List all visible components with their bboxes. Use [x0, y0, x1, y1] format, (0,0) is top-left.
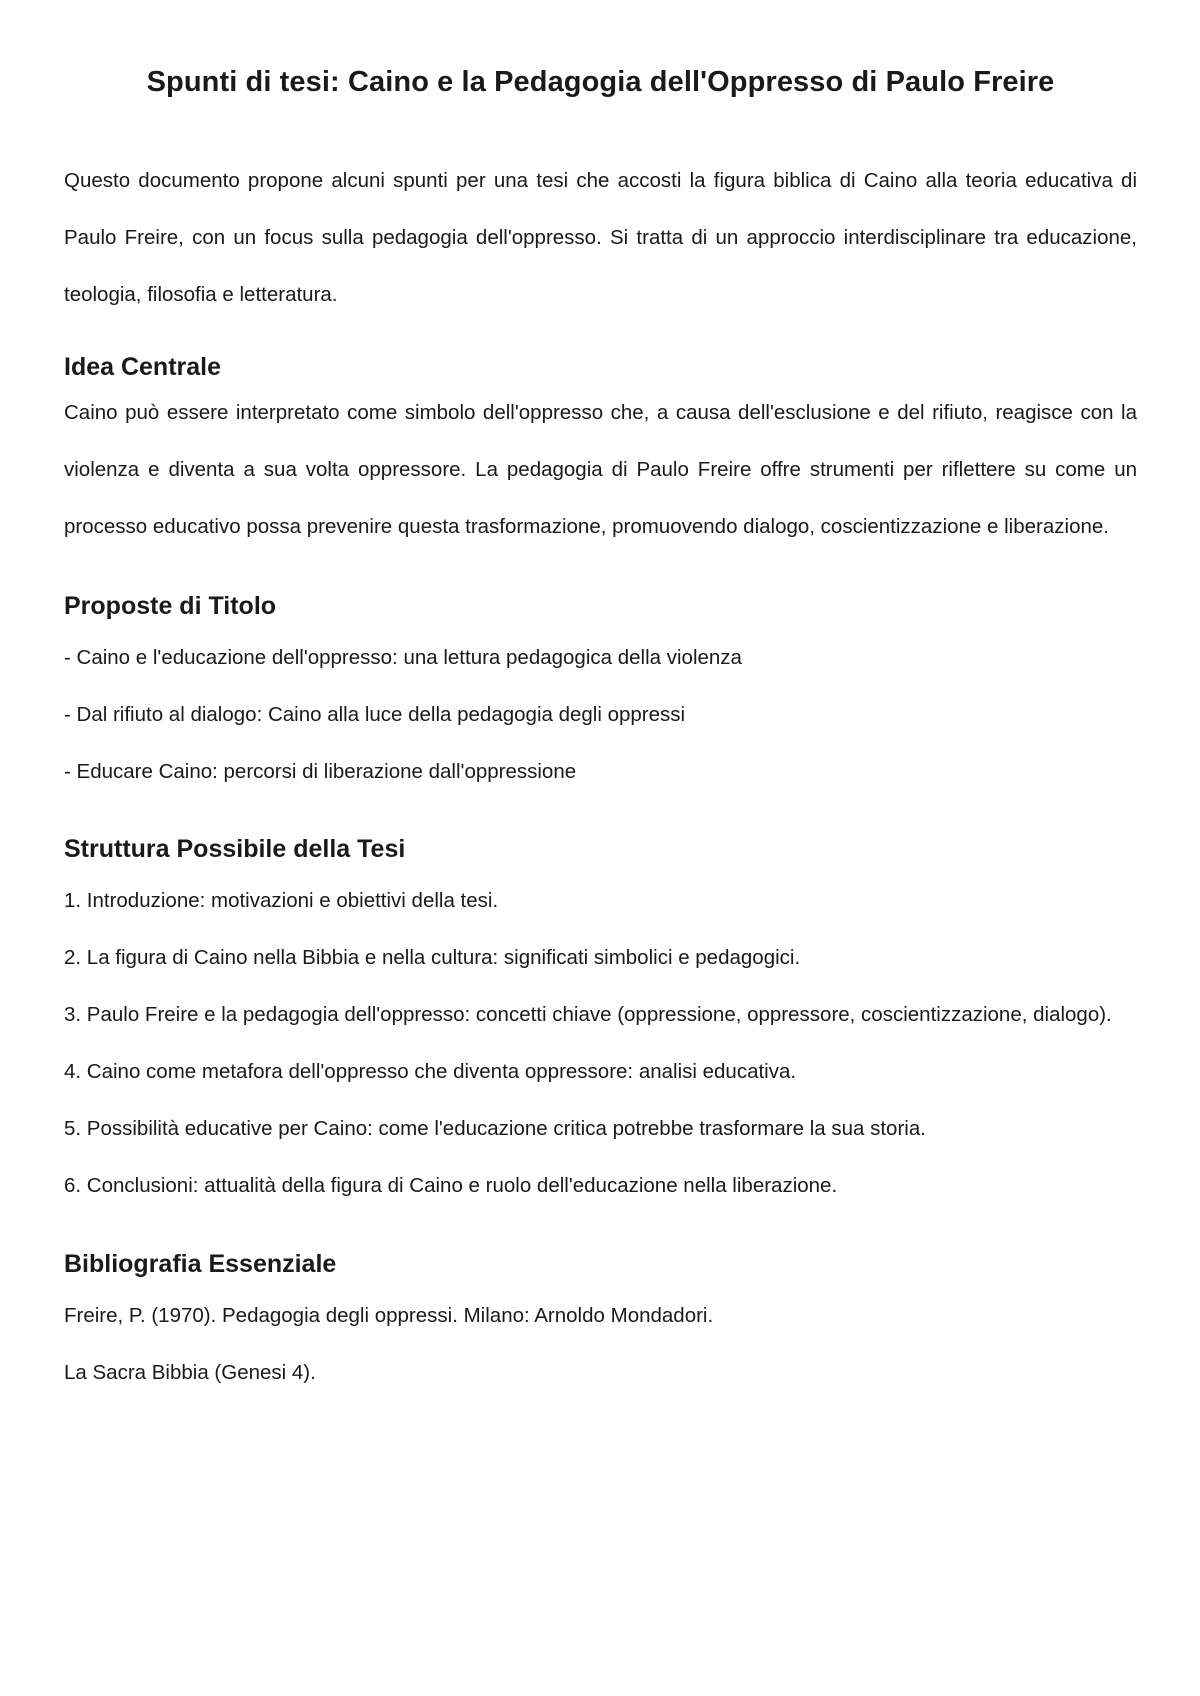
section-heading: Proposte di Titolo	[64, 592, 277, 620]
section-heading: Bibliografia Essenziale	[64, 1250, 337, 1278]
structure-list	[64, 872, 1137, 1214]
title-list	[64, 629, 1137, 800]
list-item: - Dal rifiuto al dialogo: Caino alla luce della pedagogia degli oppressi	[64, 703, 686, 726]
bibliography-list	[64, 1287, 1137, 1401]
list-item: 3. Paulo Freire e la pedagogia dell'oppresso: concetti chiave (oppressione, oppressore, coscientizzazione, dialogo).	[64, 1003, 1112, 1026]
list-item: 5. Possibilità educative per Caino: come l'educazione critica potrebbe trasformare la sua storia.	[64, 1117, 926, 1140]
list-item: 6. Conclusioni: attualità della figura di Caino e ruolo dell'educazione nella liberazione.	[64, 1174, 838, 1197]
bibliography-entry: La Sacra Bibbia (Genesi 4).	[64, 1361, 316, 1384]
section-heading: Struttura Possibile della Tesi	[64, 835, 406, 863]
list-item: - Caino e l'educazione dell'oppresso: una lettura pedagogica della violenza	[64, 646, 742, 669]
list-item: - Educare Caino: percorsi di liberazione dall'oppressione	[64, 760, 577, 783]
list-item: 2. La figura di Caino nella Bibbia e nella cultura: significati simbolici e pedagogici.	[64, 946, 801, 969]
section-bibliografia	[64, 1247, 1137, 1401]
bibliography-entry: Freire, P. (1970). Pedagogia degli oppressi. Milano: Arnoldo Mondadori.	[64, 1304, 714, 1327]
list-item: 1. Introduzione: motivazioni e obiettivi della tesi.	[64, 889, 499, 912]
intro-paragraph: Questo documento propone alcuni spunti per una tesi che accosti la figura biblica di Caino alla teoria educativa di Paulo Freire, con un focus sulla pedagogia dell'oppresso. Si tratta di un approccio interdisciplinare tra educazione, teologia, filosofia e letteratura.	[64, 169, 1137, 306]
section-struttura-tesi	[64, 832, 1137, 1214]
section-proposte-titolo	[64, 589, 1137, 800]
section-idea-centrale	[64, 350, 1137, 555]
document-title: Spunti di tesi: Caino e la Pedagogia dell'Oppresso di Paulo Freire	[146, 66, 1055, 98]
section-paragraph: Caino può essere interpretato come simbolo dell'oppresso che, a causa dell'esclusione e del rifiuto, reagisce con la violenza e diventa a sua volta oppressore. La pedagogia di Paulo Freire offre strumenti per riflettere su come un processo educativo possa prevenire questa trasformazione, promuovendo dialogo, coscientizzazione e liberazione.	[64, 401, 1137, 538]
list-item: 4. Caino come metafora dell'oppresso che diventa oppressore: analisi educativa.	[64, 1060, 797, 1083]
section-heading: Idea Centrale	[64, 353, 222, 381]
